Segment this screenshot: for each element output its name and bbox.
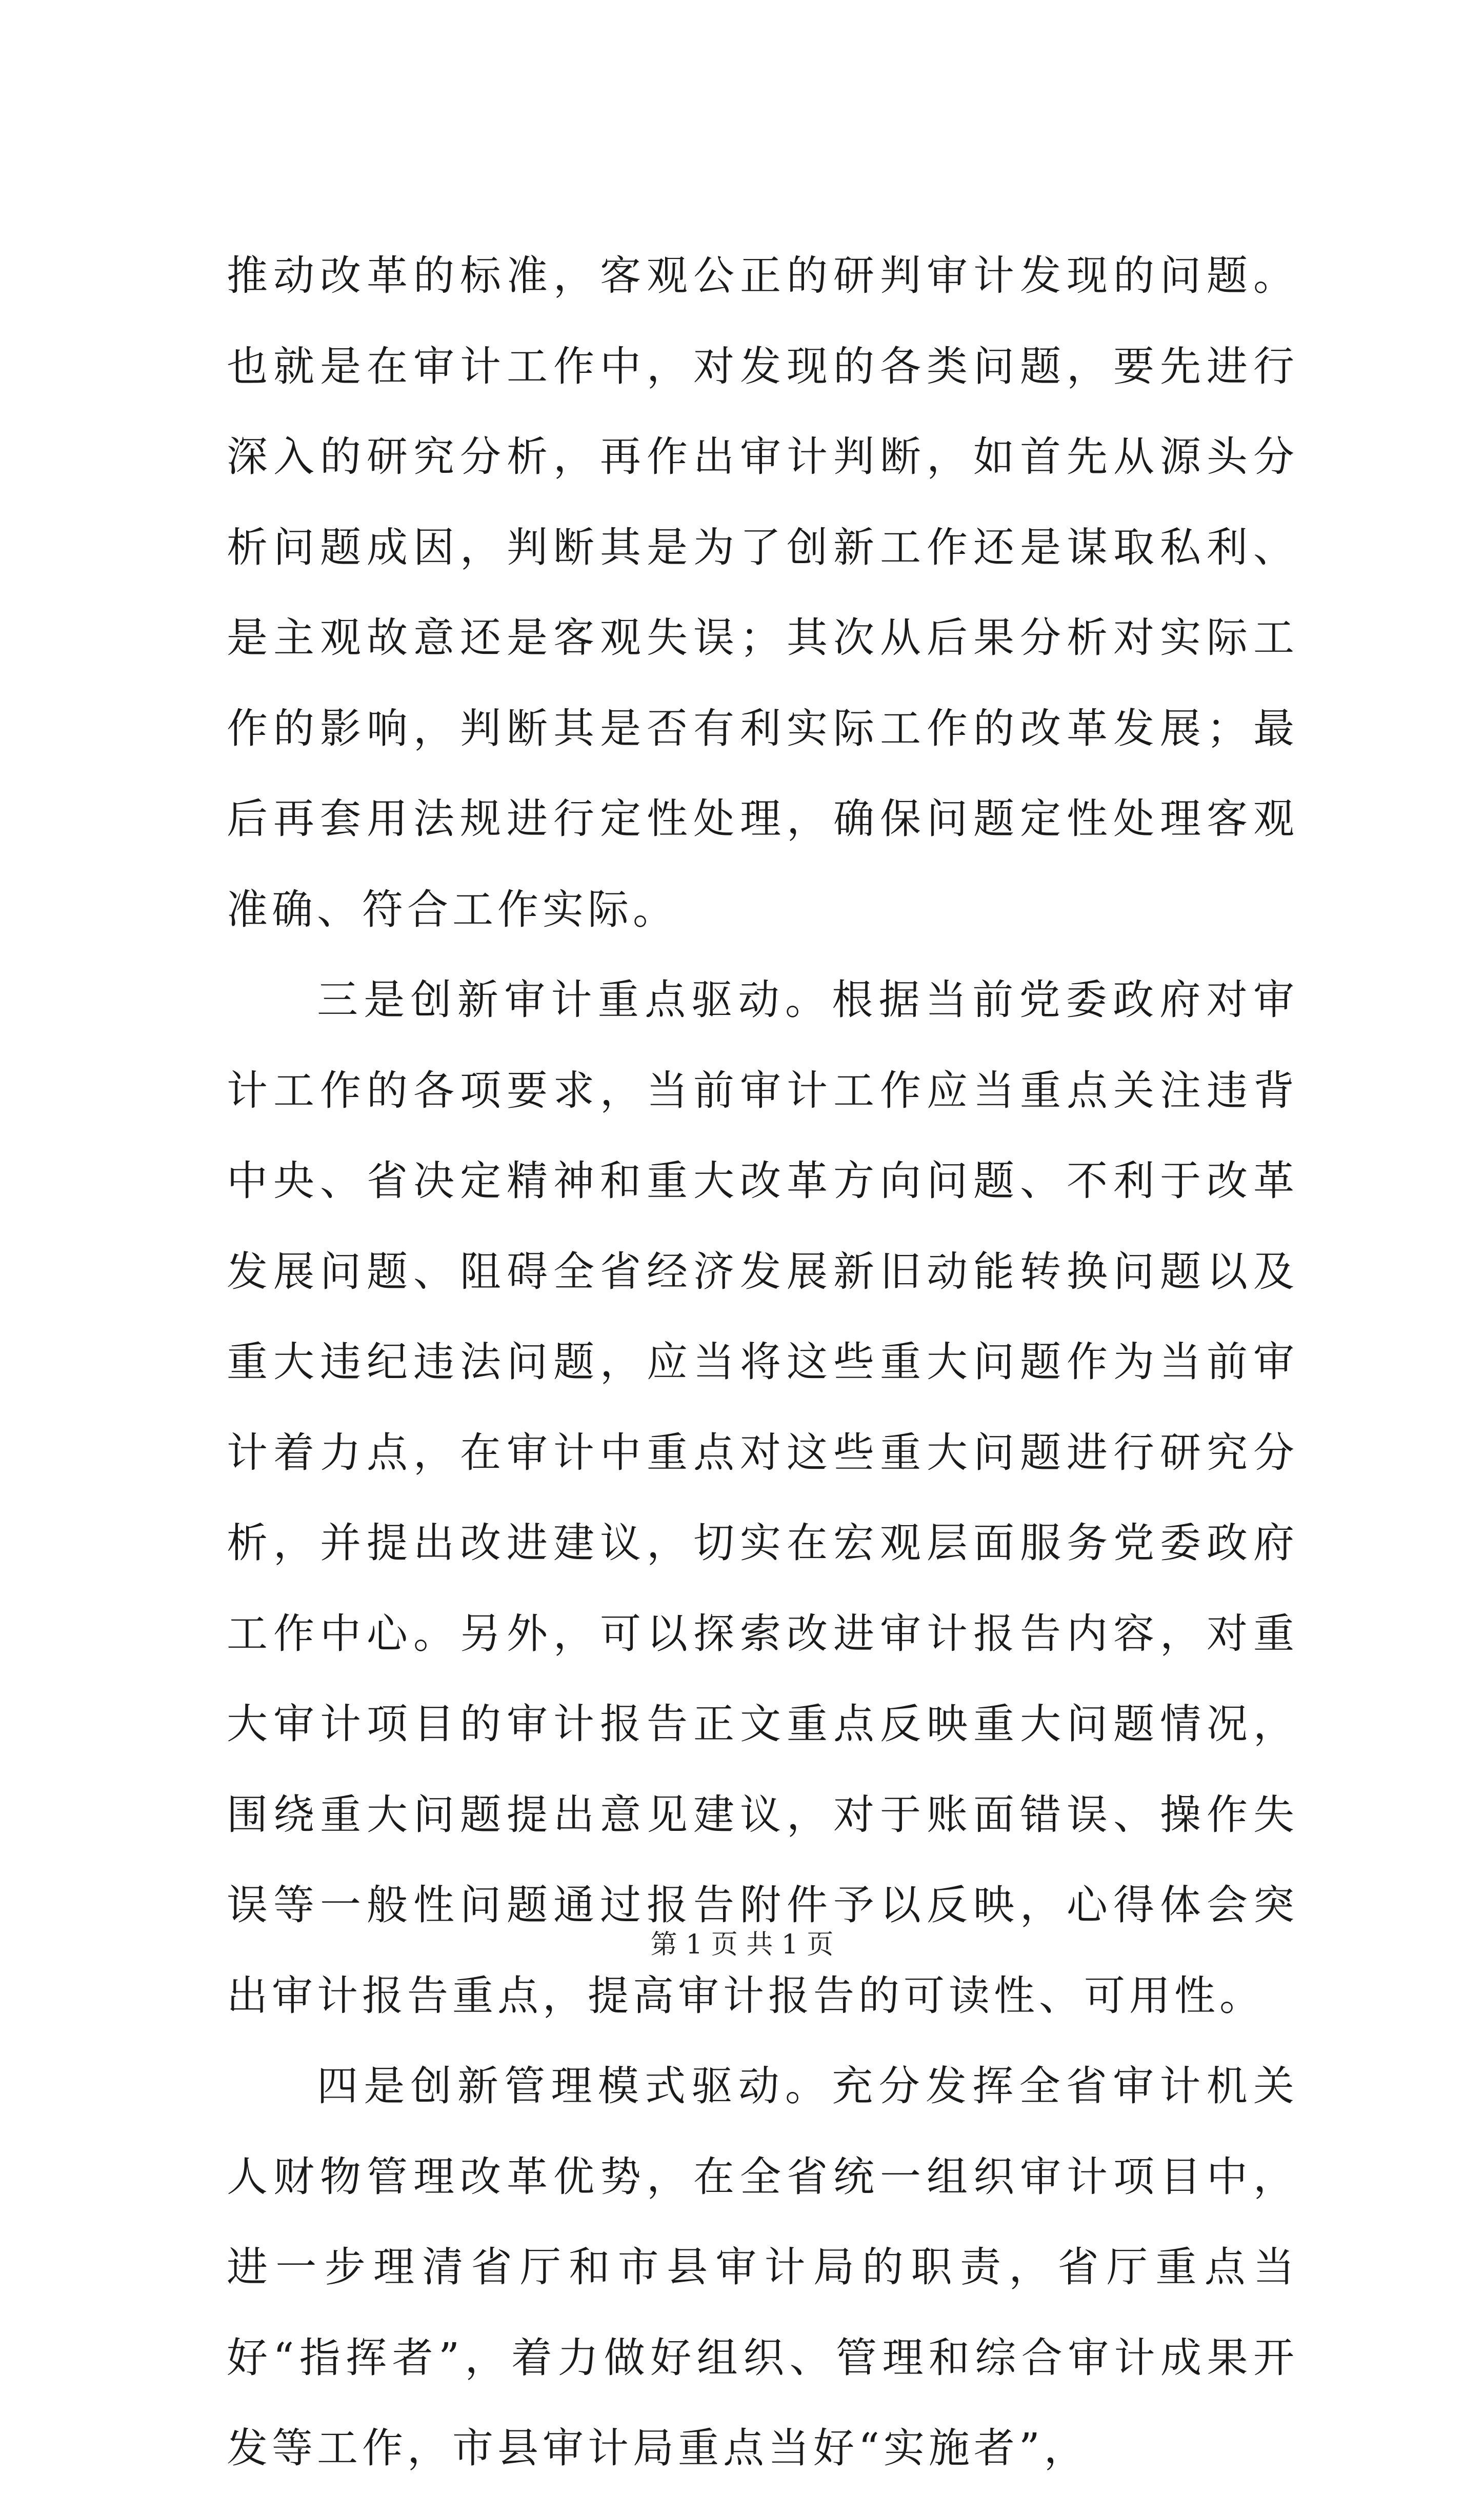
page-footer: 第 1 页 共 1 页	[650, 1929, 834, 1960]
paragraph-1: 推动改革的标准，客观公正的研判审计发现的问题。也就是在审计工作中，对发现的各类问题，要先进行深入的研究分析，再作出审计判断，如首先从源头分析问题成因，判断其是为了创新工作还是谋取私利、是主观故意还是客观失误；其次从后果分析对实际工作的影响，判断其是否有利实际工作的改革发展；最后再套用法规进行定性处理，确保问题定性处理客观准确、符合工作实际。	[227, 252, 1298, 933]
document-body	[227, 231, 1298, 2494]
paragraph-2: 三是创新审计重点驱动。根据当前党委政府对审计工作的各项要求，当前审计工作应当重点关注违背中央、省决定精神和重大改革方向问题、不利于改革发展问题、阻碍全省经济发展新旧动能转换问题以及重大违纪违法问题，应当将这些重大问题作为当前审计着力点，在审计中重点对这些重大问题进行研究分析，并提出改进建议，切实在宏观层面服务党委政府工作中心。另外，可以探索改进审计报告内容，对重大审计项目的审计报告正文重点反映重大问题情况，围绕重大问题提出意见建议，对于账面错误、操作失误等一般性问题通过报告附件予以反映，心得体会突出审计报告重点，提高审计报告的可读性、可用性。	[227, 976, 1298, 2020]
paragraph-3: 四是创新管理模式驱动。充分发挥全省审计机关人财物管理改革优势，在全省统一组织审计项目中，进一步理清省厅和市县审计局的职责，省厅重点当好“指挥者”，着力做好组织、管理和综合审计成果开发等工作，市县审计局重点当好“实施者”，	[227, 2062, 1298, 2472]
